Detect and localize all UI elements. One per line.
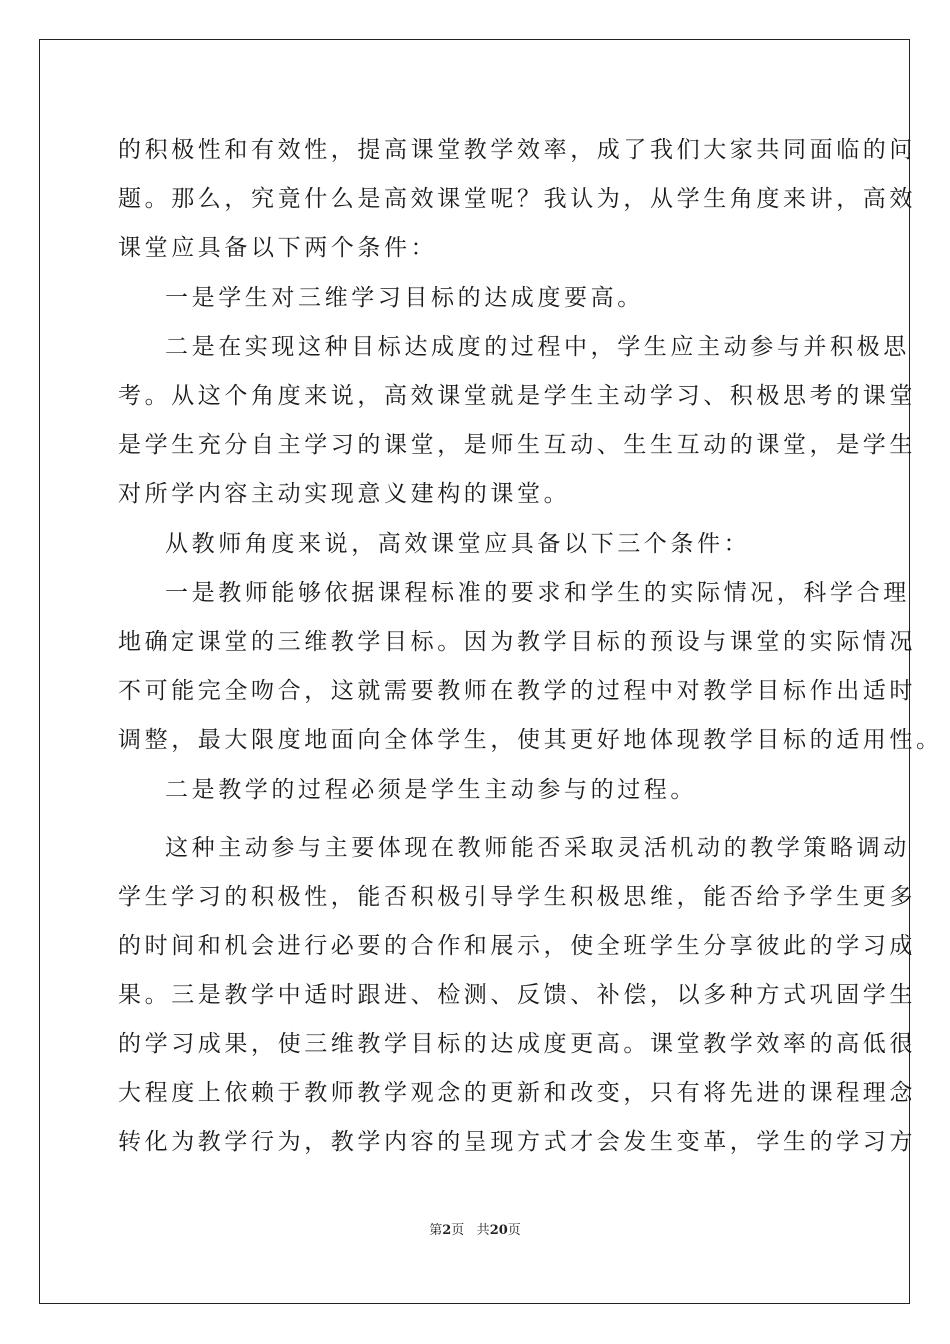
total-suffix: 页 bbox=[507, 1223, 521, 1238]
paragraph-line: 一是教师能够依据课程标准的要求和学生的实际情况，科学合理 bbox=[165, 580, 910, 606]
paragraph-line: 从教师角度来说，高效课堂应具备以下三个条件： bbox=[165, 531, 751, 557]
paragraph-line: 一是学生对三维学习目标的达成度要高。 bbox=[165, 285, 644, 311]
page-footer bbox=[0, 1222, 950, 1240]
paragraph-line: 对所学内容主动实现意义建构的课堂。 bbox=[118, 481, 571, 507]
paragraph-line: 的学习成果，使三维教学目标的达成度更高。课堂教学效率的高低很 bbox=[118, 1031, 916, 1057]
paragraph-line: 的积极性和有效性，提高课堂教学效率，成了我们大家共同面临的问 bbox=[118, 137, 916, 163]
page-suffix: 页 bbox=[451, 1223, 465, 1238]
paragraph-line: 转化为教学行为，教学内容的呈现方式才会发生变革，学生的学习方 bbox=[118, 1129, 916, 1155]
paragraph-line: 课堂应具备以下两个条件： bbox=[118, 235, 438, 261]
paragraph-line: 二是教学的过程必须是学生主动参与的过程。 bbox=[165, 777, 697, 803]
total-prefix: 共 bbox=[476, 1223, 490, 1238]
page-number: 2 bbox=[442, 1223, 452, 1238]
paragraph-line: 不可能完全吻合，这就需要教师在教学的过程中对教学目标作出适时 bbox=[118, 678, 916, 704]
paragraph-line: 大程度上依赖于教师教学观念的更新和改变，只有将先进的课程理念 bbox=[118, 1080, 916, 1106]
paragraph-line: 考。从这个角度来说，高效课堂就是学生主动学习、积极思考的课堂 bbox=[118, 383, 916, 409]
paragraph-line: 这种主动参与主要体现在教师能否采取灵活机动的教学策略调动 bbox=[165, 835, 910, 861]
total-pages: 20 bbox=[489, 1223, 508, 1238]
paragraph-line: 果。三是教学中适时跟进、检测、反馈、补偿，以多种方式巩固学生 bbox=[118, 982, 916, 1008]
paragraph-line: 的时间和机会进行必要的合作和展示，使全班学生分享彼此的学习成 bbox=[118, 933, 916, 959]
paragraph-line: 二是在实现这种目标达成度的过程中，学生应主动参与并积极思 bbox=[165, 334, 910, 360]
paragraph-line: 是学生充分自主学习的课堂，是师生互动、生生互动的课堂，是学生 bbox=[118, 432, 916, 458]
paragraph-line: 题。那么，究竟什么是高效课堂呢？我认为，从学生角度来讲，高效 bbox=[118, 186, 916, 212]
page-prefix: 第 bbox=[429, 1223, 443, 1238]
paragraph-line: 调整，最大限度地面向全体学生，使其更好地体现教学目标的适用性。 bbox=[118, 727, 943, 753]
paragraph-line: 学生学习的积极性，能否积极引导学生积极思维，能否给予学生更多 bbox=[118, 884, 916, 910]
paragraph-line: 地确定课堂的三维教学目标。因为教学目标的预设与课堂的实际情况 bbox=[118, 629, 916, 655]
